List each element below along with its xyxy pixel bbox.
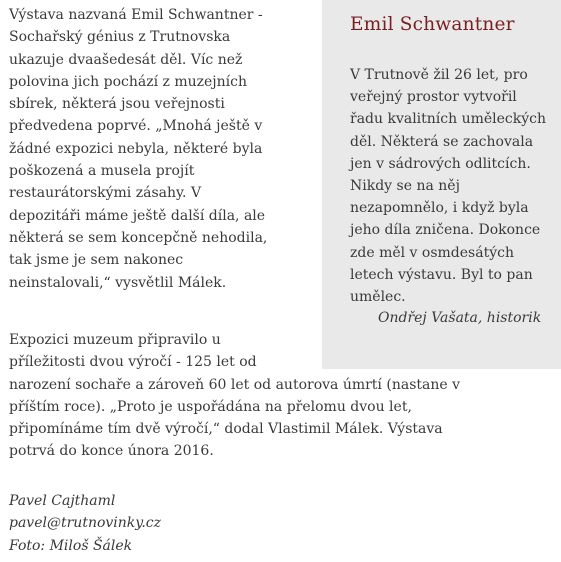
author-name: Pavel Cajthaml bbox=[9, 493, 116, 509]
sidebar-quote: V Trutnově žil 26 let, pro veřejný prostor vytvořil řadu kvalitních uměleckých děl. Některá se zachovala jen v sádrových odlitcích. Nikdy se na něj nezapomnělo, i když byla jeho díla zničena. Dokonce zde měl v osmdesátých letech výstavu. Byl to pan umělec. bbox=[350, 67, 547, 306]
photo-credit: Foto: Miloš Šálek bbox=[9, 537, 133, 554]
article-credits bbox=[9, 490, 161, 557]
sidebar-box bbox=[322, 0, 561, 369]
sidebar-title: Emil Schwantner bbox=[350, 14, 515, 35]
article-paragraph-1: Výstava nazvaná Emil Schwantner - Sochařský génius z Trutnovska ukazuje dvaašedesát děl. Víc než polovina jich pochází z muzejních sbírek, některá jsou veřejnosti předvedena poprvé. „Mnohá ještě v žádné expozici nebyla, některé byla poškozená a musela projít restaurátorskými zásahy. V depozitáři máme ještě další díla, ale některá se sem koncepčně nehodila, tak jsme je sem nakonec neinstalovali,“ vysvětlil Málek. bbox=[9, 7, 268, 291]
article-paragraph-2: Expozici muzeum připravilo u příležitosti dvou výročí - 125 let od narození sochaře a zároveň 60 let od autorova úmrtí (nastane v příštím roce). „Proto je uspořádána na přelomu dvou let, připomínáme tím dvě výročí,“ dodal Vlastimil Málek. Výstava potrvá do konce února 2016. bbox=[9, 332, 461, 460]
sidebar-attribution: Ondřej Vašata, historik bbox=[378, 310, 542, 326]
author-email[interactable]: pavel@trutnovinky.cz bbox=[9, 515, 161, 532]
